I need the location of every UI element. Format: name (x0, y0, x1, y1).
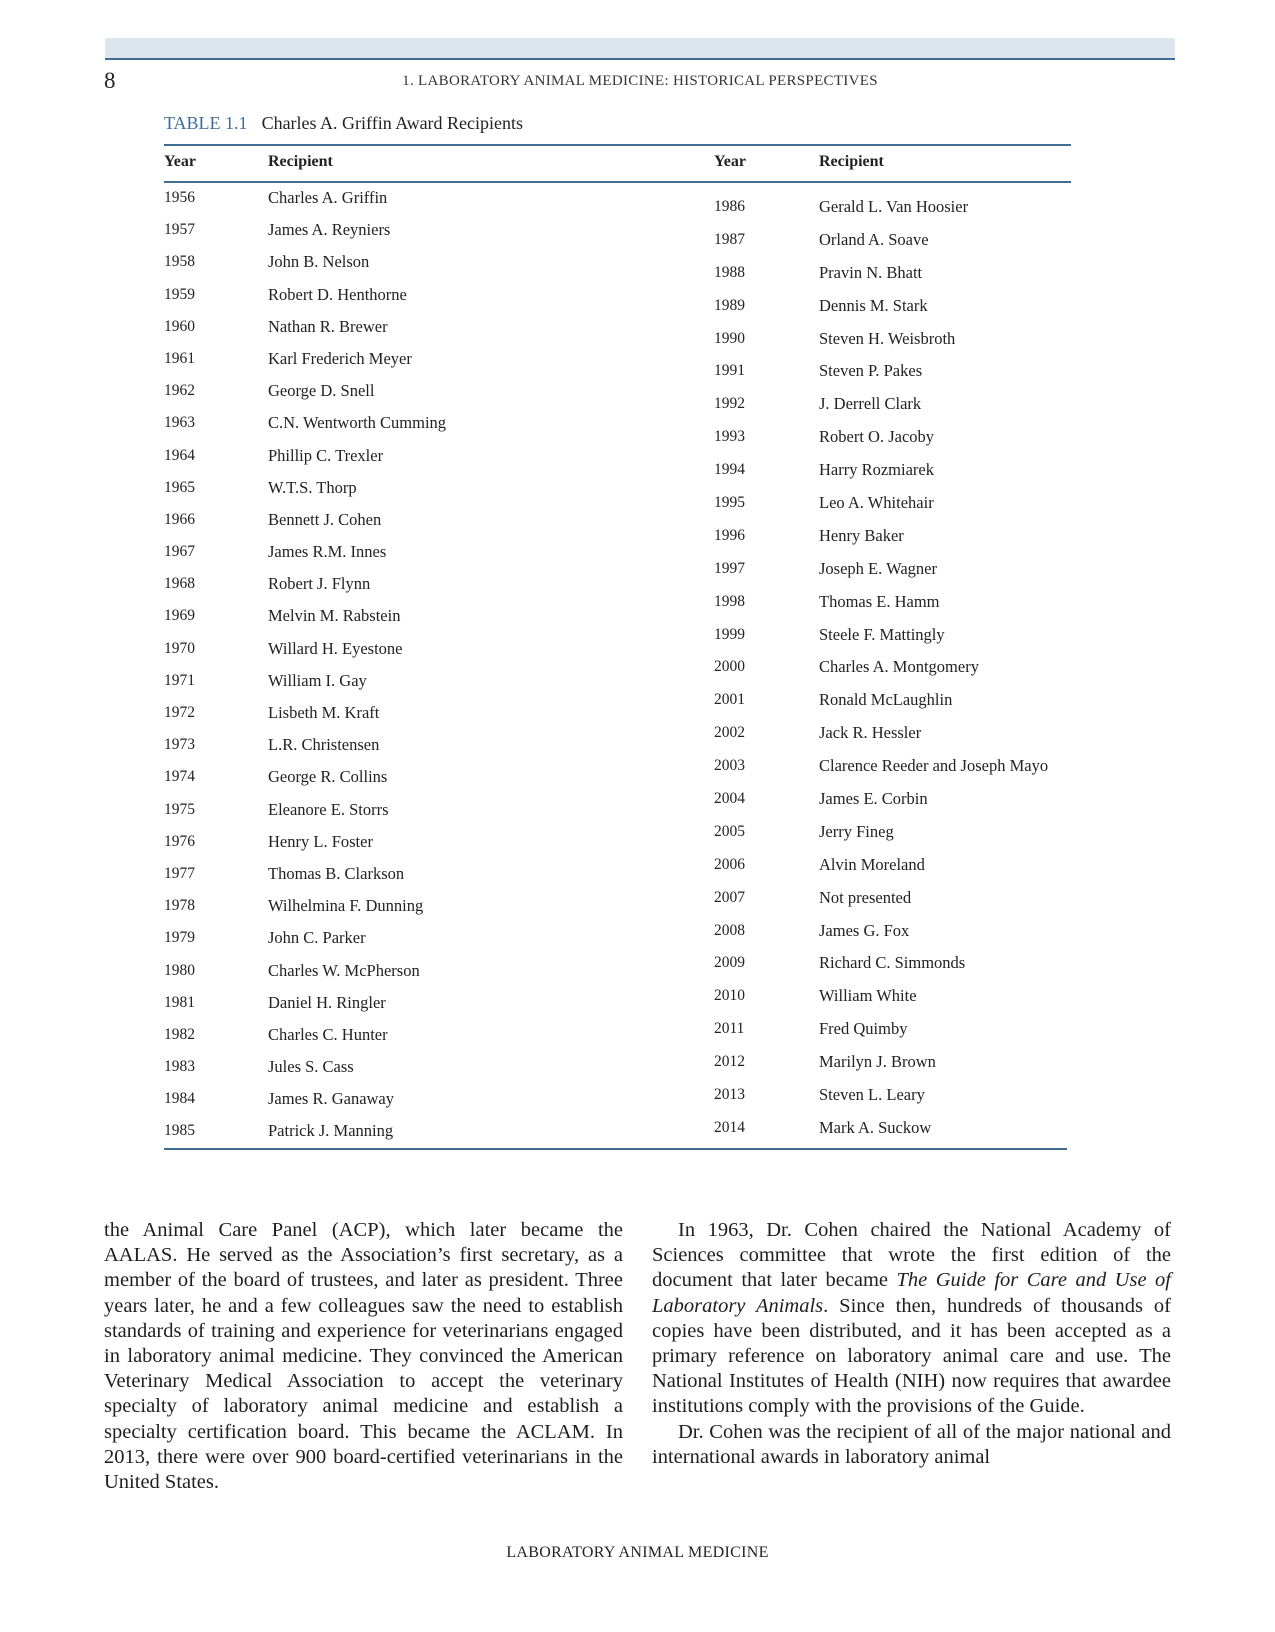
award-recipient: John B. Nelson (268, 252, 370, 272)
header-year-right: Year (714, 153, 746, 170)
award-recipient: Jules S. Cass (268, 1057, 354, 1077)
award-recipient: Alvin Moreland (819, 854, 925, 874)
award-recipient: Charles A. Montgomery (819, 657, 979, 677)
award-recipient: Richard C. Simmonds (819, 953, 966, 973)
award-recipient: Charles C. Hunter (268, 1024, 388, 1044)
award-year: 1986 (714, 198, 745, 215)
award-recipient: W.T.S. Thorp (268, 477, 357, 497)
award-year: 1974 (164, 768, 195, 786)
award-year: 1999 (714, 625, 745, 643)
award-recipient: James R.M. Innes (268, 542, 387, 562)
award-recipient: Henry Baker (819, 525, 904, 545)
table-title: Charles A. Griffin Award Recipients (261, 113, 524, 133)
table-caption (164, 113, 523, 134)
award-recipient: Dennis M. Stark (819, 295, 928, 315)
award-recipient: James G. Fox (819, 920, 910, 940)
award-recipient: Joseph E. Wagner (819, 558, 937, 578)
award-recipient: L.R. Christensen (268, 735, 380, 755)
award-recipient: Robert D. Henthorne (268, 284, 407, 304)
award-recipient: Clarence Reeder and Joseph Mayo (819, 756, 1049, 776)
award-year: 2010 (714, 987, 745, 1005)
award-recipient: Steven L. Leary (819, 1085, 925, 1105)
award-recipient: Nathan R. Brewer (268, 316, 388, 336)
award-year: 1988 (714, 263, 745, 281)
award-year: 1969 (164, 607, 195, 625)
award-recipient: John C. Parker (268, 928, 366, 948)
award-year: 1981 (164, 993, 195, 1011)
award-year: 1985 (164, 1122, 195, 1140)
award-recipient: Jerry Fineg (819, 821, 894, 841)
award-year: 1956 (164, 189, 195, 206)
page-number: 8 (104, 68, 116, 93)
award-year: 2014 (714, 1118, 745, 1136)
footer-title: LABORATORY ANIMAL MEDICINE (506, 1544, 769, 1561)
award-recipient: Thomas E. Hamm (819, 591, 940, 611)
award-year: 1987 (714, 230, 745, 248)
award-year: 2006 (714, 855, 745, 873)
award-recipient: James E. Corbin (819, 789, 928, 809)
award-year: 2012 (714, 1053, 745, 1071)
header-rule (105, 58, 1175, 60)
award-year: 1994 (714, 461, 745, 479)
text-run: In 1963, Dr. Cohen chaired the National Academy of Sciences committee that wrote the first edition of the document that later became (652, 1219, 1171, 1292)
award-recipient: J. Derrell Clark (819, 394, 922, 414)
award-recipient: James A. Reyniers (268, 220, 391, 240)
award-year: 1976 (164, 832, 195, 850)
award-recipient: Steven H. Weisbroth (819, 328, 956, 348)
award-year: 1992 (714, 395, 745, 413)
award-year: 1962 (164, 382, 195, 400)
award-year: 2008 (714, 921, 745, 939)
award-year: 1989 (714, 296, 745, 314)
award-recipient: Fred Quimby (819, 1019, 908, 1039)
award-recipient: Henry L. Foster (268, 831, 373, 851)
award-recipient: George R. Collins (268, 767, 388, 787)
award-year: 1991 (714, 362, 745, 380)
award-year: 2009 (714, 954, 745, 972)
body-paragraph: the Animal Care Panel (ACP), which later became the AALAS. He served as the Association’s first secretary, as a member of the board of trustees, and later as president. Three years later, he and a few colleagues saw the need to establish standards of training and experience for veterinarians engaged in laboratory animal medicine. They convinced the American Veterinary Medical Association to accept the veterinary specialty of laboratory animal medicine and establish a specialty certification board. This became the ACLAM. In 2013, there were over 900 board-certified veterinarians in the United States. (104, 1219, 623, 1494)
award-year: 1996 (714, 526, 745, 544)
award-year: 1979 (164, 929, 195, 947)
award-year: 1993 (714, 428, 745, 446)
award-year: 1997 (714, 559, 745, 577)
award-recipient: James R. Ganaway (268, 1089, 395, 1109)
award-recipient: Patrick J. Manning (268, 1121, 394, 1141)
award-year: 1968 (164, 575, 195, 593)
body-paragraph (652, 1218, 1171, 1420)
award-year: 1975 (164, 800, 195, 818)
award-year: 1967 (164, 543, 195, 561)
table-label: TABLE 1.1 (164, 113, 248, 133)
award-recipient: Steven P. Pakes (819, 361, 923, 381)
award-recipient: Bennett J. Cohen (268, 509, 382, 529)
award-year: 1970 (164, 639, 195, 657)
guide-title: The Guide for Care and Use of Laboratory Animals (652, 1269, 1171, 1317)
award-recipient: Not presented (819, 887, 912, 907)
award-recipient: Steele F. Mattingly (819, 624, 945, 644)
award-year: 1961 (164, 349, 195, 367)
award-recipient: Harry Rozmiarek (819, 460, 934, 480)
award-year: 1966 (164, 510, 195, 528)
award-recipient: Willard H. Eyestone (268, 638, 403, 658)
text-run: . Since then, hundreds of thousands of copies have been distributed, and it has been accepted as a primary reference on laboratory animal care and use. The National Institutes of Health (NIH) now requires that awardee institutions comply with the provisions of the Guide. (652, 1294, 1171, 1418)
award-recipient: C.N. Wentworth Cumming (268, 413, 447, 433)
award-year: 2007 (714, 888, 745, 906)
award-recipient: Robert O. Jacoby (819, 427, 935, 447)
award-recipient: Daniel H. Ringler (268, 992, 386, 1012)
award-year: 2004 (714, 790, 745, 808)
award-recipient: Eleanore E. Storrs (268, 799, 389, 819)
award-year: 1978 (164, 897, 195, 915)
award-recipient: Wilhelmina F. Dunning (268, 896, 424, 916)
award-year: 1983 (164, 1058, 195, 1076)
award-recipient: Thomas B. Clarkson (268, 863, 405, 883)
award-recipient: Phillip C. Trexler (268, 445, 384, 465)
award-recipient: Orland A. Soave (819, 229, 929, 249)
award-recipient: William I. Gay (268, 670, 367, 690)
award-year: 1960 (164, 317, 195, 335)
award-year: 1959 (164, 285, 195, 303)
table-top-rule (164, 144, 1071, 146)
award-year: 1972 (164, 704, 195, 721)
table-header-rule (164, 181, 1071, 183)
award-recipient: Gerald L. Van Hoosier (819, 197, 969, 216)
body-paragraph: Dr. Cohen was the recipient of all of the major national and international awards in laboratory animal (652, 1420, 1171, 1468)
award-year: 2001 (714, 691, 745, 709)
award-year: 2000 (714, 658, 745, 676)
award-year: 1965 (164, 478, 195, 496)
award-year: 1958 (164, 253, 195, 271)
header-recipient-left: Recipient (268, 153, 333, 170)
award-year: 2002 (714, 724, 745, 742)
award-recipient: Marilyn J. Brown (819, 1052, 936, 1072)
award-year: 2005 (714, 822, 745, 840)
award-year: 1977 (164, 864, 195, 882)
running-head: 1. LABORATORY ANIMAL MEDICINE: HISTORICAL PERSPECTIVES (402, 73, 878, 89)
award-recipient: Pravin N. Bhatt (819, 262, 923, 282)
award-year: 1995 (714, 494, 745, 512)
award-year: 1984 (164, 1090, 195, 1108)
award-year: 1980 (164, 961, 195, 979)
award-year: 1973 (164, 736, 195, 754)
table-bottom-rule (164, 1148, 1067, 1150)
award-year: 1963 (164, 414, 195, 432)
award-recipient: Jack R. Hessler (819, 723, 922, 743)
header-recipient-right: Recipient (819, 153, 884, 170)
award-recipient: Karl Frederich Meyer (268, 348, 412, 368)
award-year: 1971 (164, 671, 195, 689)
award-recipient: Robert J. Flynn (268, 574, 371, 594)
award-recipient: Charles W. McPherson (268, 960, 420, 980)
award-recipient: William White (819, 986, 917, 1006)
award-year: 2003 (714, 757, 745, 775)
header-band (105, 38, 1175, 58)
award-recipient: Ronald McLaughlin (819, 690, 953, 710)
award-year: 2011 (714, 1020, 745, 1038)
award-year: 1982 (164, 1025, 195, 1043)
award-recipient: George D. Snell (268, 381, 375, 401)
award-recipient: Melvin M. Rabstein (268, 606, 401, 626)
award-year: 1998 (714, 592, 745, 610)
award-recipient: Lisbeth M. Kraft (268, 703, 380, 722)
award-year: 1957 (164, 221, 195, 239)
body-right-column (652, 1218, 1171, 1470)
award-year: 1964 (164, 446, 195, 464)
award-recipient: Charles A. Griffin (268, 188, 388, 207)
award-year: 1990 (714, 329, 745, 347)
body-left-column (104, 1218, 623, 1495)
award-recipient: Mark A. Suckow (819, 1117, 932, 1137)
award-recipient: Leo A. Whitehair (819, 493, 934, 513)
header-year-left: Year (164, 153, 196, 170)
award-year: 2013 (714, 1086, 745, 1104)
